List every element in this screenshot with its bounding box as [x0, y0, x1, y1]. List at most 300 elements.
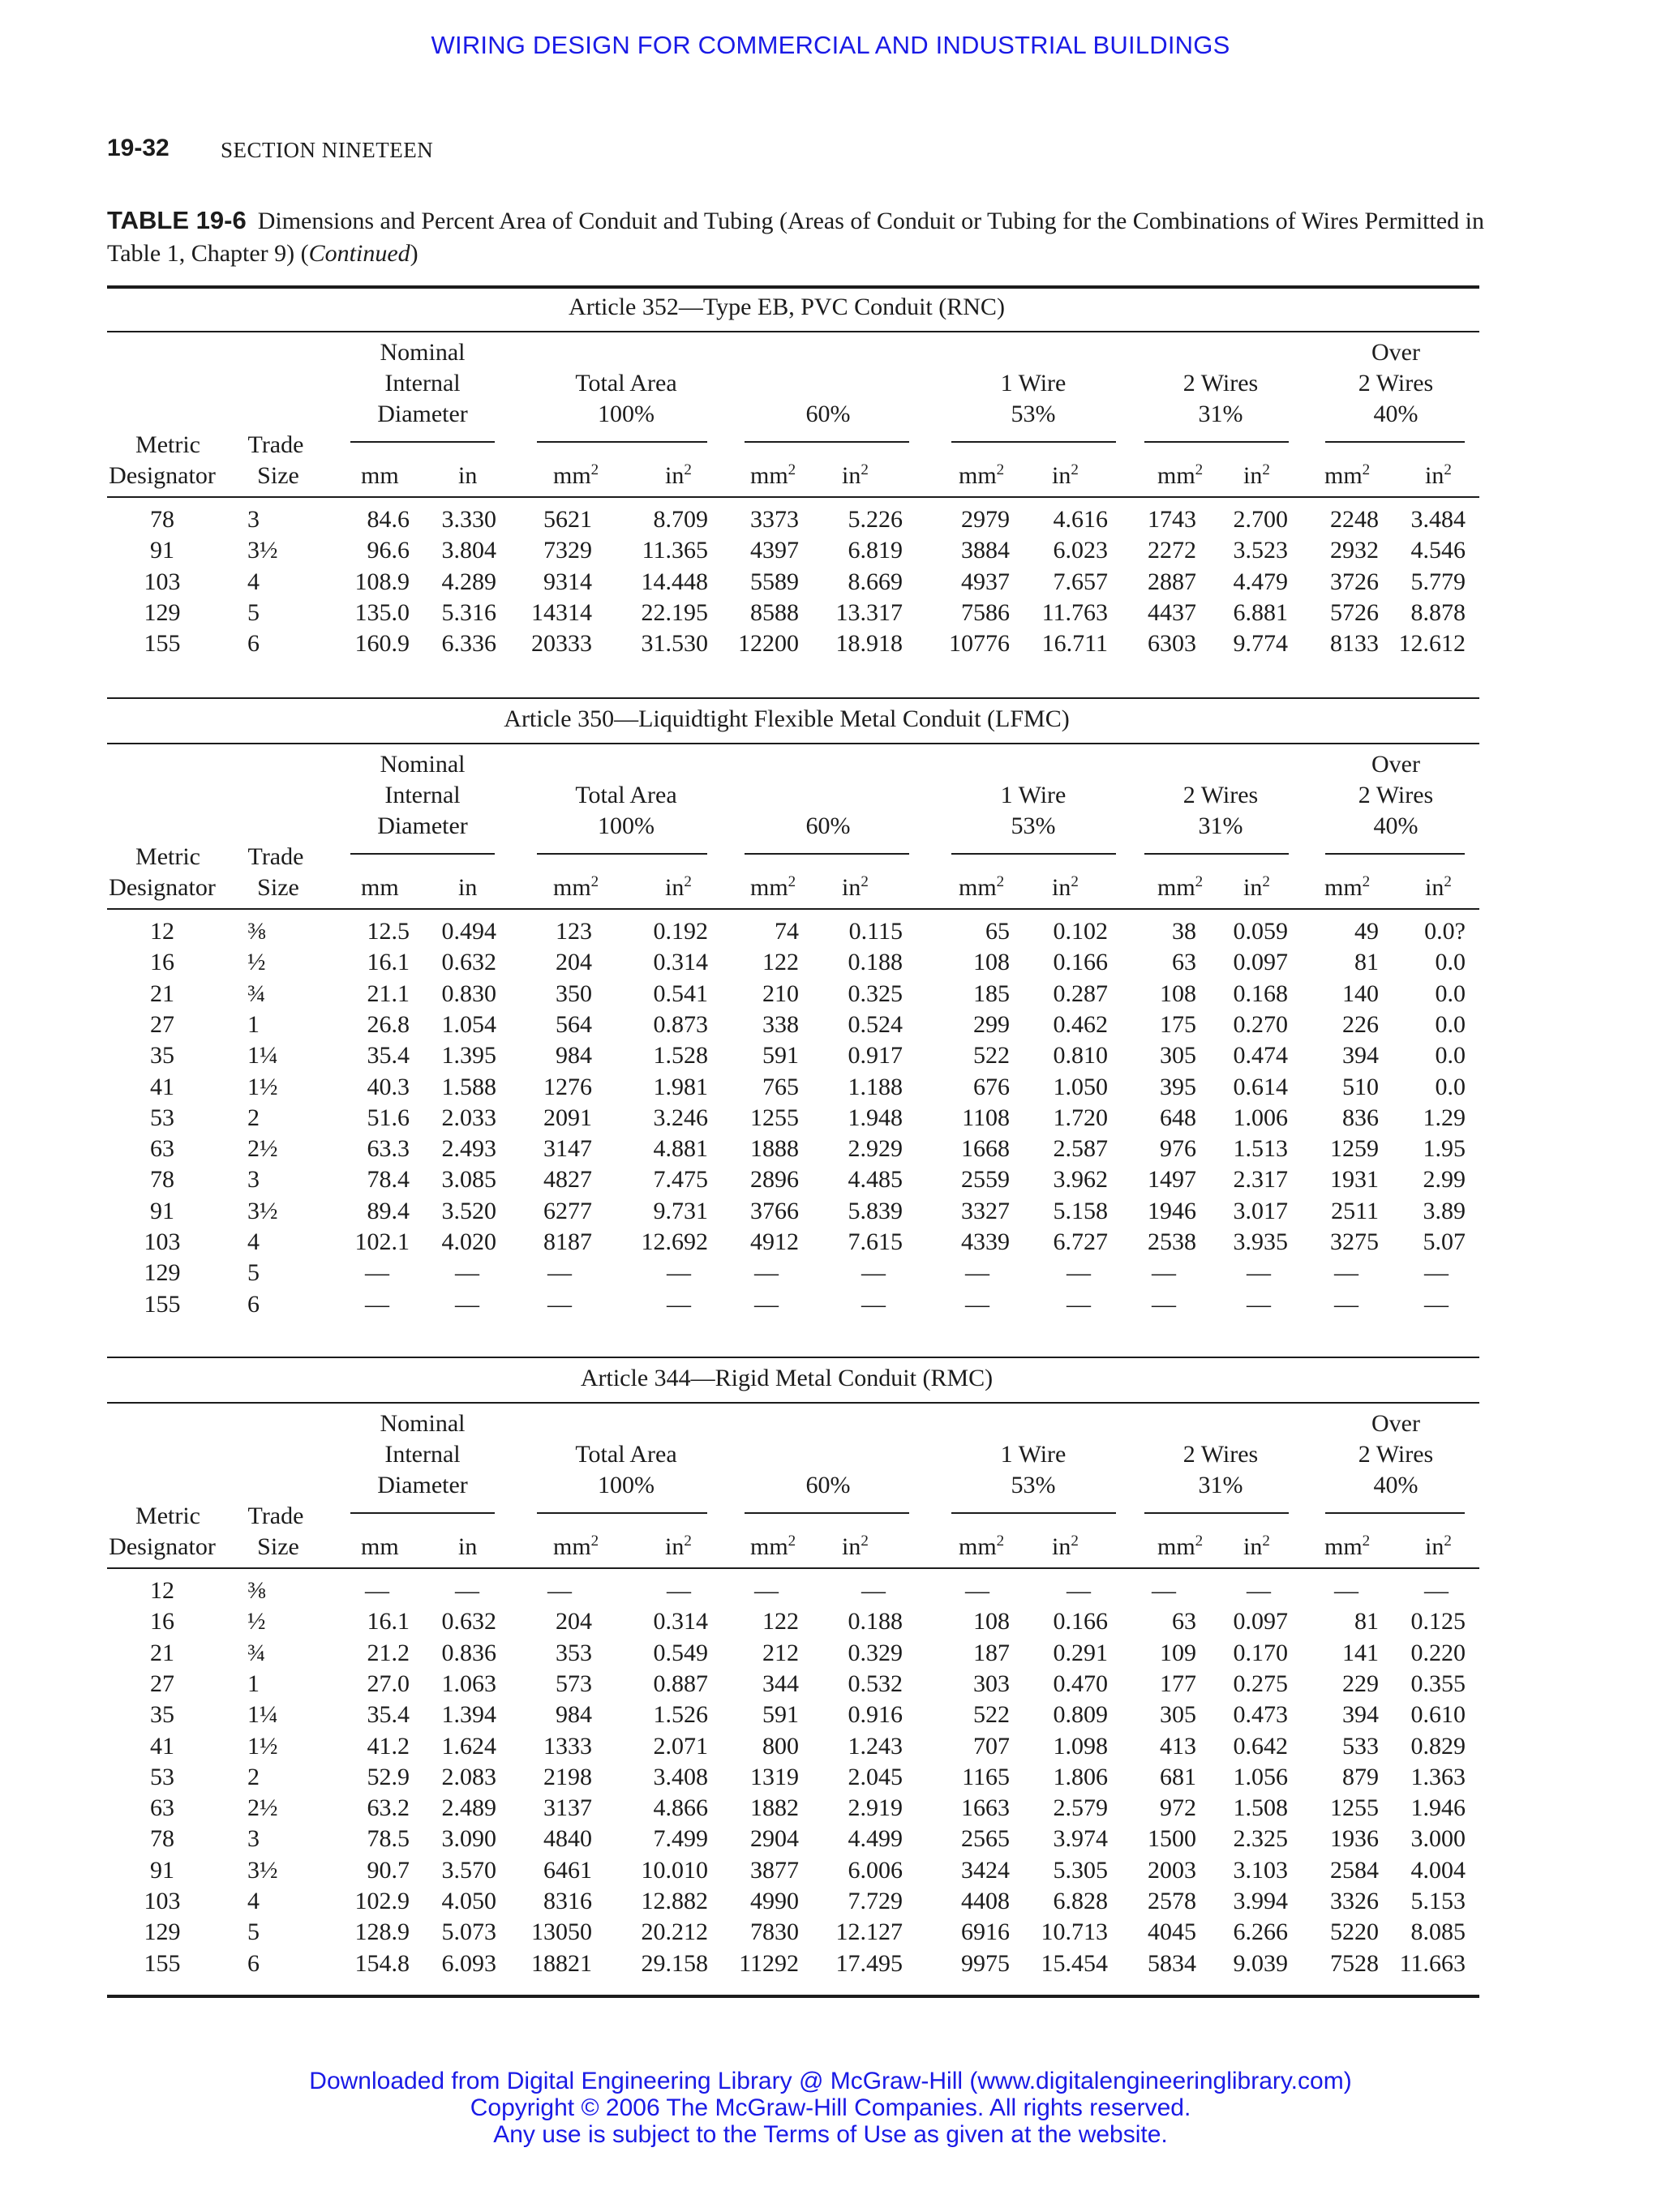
table-cell: 3.974	[1053, 1825, 1108, 1853]
table-cell: 2887	[1148, 568, 1196, 595]
table-cell: ½	[247, 1608, 266, 1635]
table-cell: 0.473	[1233, 1701, 1288, 1729]
table-cell: 129	[144, 1918, 181, 1946]
table-cell: 2.317	[1233, 1166, 1288, 1194]
table-cell: 13.317	[835, 598, 903, 626]
table-cell: —	[1334, 1577, 1358, 1604]
table-cell: 3137	[543, 1794, 592, 1822]
header-two-wires: 2 Wires 31%	[1182, 782, 1259, 839]
table-cell: 13050	[531, 1918, 592, 1946]
header-over-two-wires: Over 2 Wires 40%	[1358, 1410, 1434, 1498]
unit-sixty-mm2-superscript: 2	[788, 873, 796, 890]
table-cell: 0.097	[1233, 949, 1288, 976]
table-cell: 4.546	[1410, 537, 1466, 564]
unit-one-wire-in2	[1052, 461, 1079, 491]
table-cell: 3766	[750, 1197, 799, 1224]
table-cell: 26.8	[367, 1010, 410, 1038]
table-cell: 4.020	[441, 1228, 496, 1255]
table-cell: 3	[247, 506, 260, 533]
table-cell: 15.454	[1041, 1949, 1108, 1977]
table-cell: 1319	[750, 1763, 799, 1790]
table-cell: 5.158	[1053, 1197, 1108, 1224]
table-cell: 1882	[750, 1794, 799, 1822]
header-one-wire: 1 Wire 53%	[1000, 1441, 1067, 1498]
table-cell: 3726	[1330, 568, 1379, 595]
table-cell: 836	[1342, 1104, 1379, 1131]
table-cell: 395	[1160, 1073, 1196, 1100]
table-cell: —	[965, 1290, 989, 1318]
table-cell: 1.588	[441, 1073, 496, 1100]
table-cell: —	[547, 1259, 572, 1287]
table-cell: 0.275	[1233, 1670, 1288, 1697]
table-cell: 4.616	[1053, 506, 1108, 533]
table-cell: 122	[762, 949, 799, 976]
table-cell: 0.325	[848, 980, 903, 1007]
table-cell: 3½	[247, 1197, 278, 1224]
table-cell: 3326	[1330, 1888, 1379, 1914]
table-cell: 135.0	[354, 598, 410, 626]
table-cell: 6.266	[1233, 1918, 1288, 1946]
table-cell: 12.612	[1398, 630, 1466, 658]
unit-mm: mm	[361, 462, 399, 489]
table-cell: 140	[1342, 980, 1379, 1007]
table-cell: 27.0	[367, 1670, 410, 1697]
table-cell: 522	[973, 1042, 1010, 1070]
table-cell: 4.050	[441, 1888, 496, 1914]
table-cell: 2003	[1148, 1856, 1196, 1884]
table-cell: 533	[1342, 1732, 1379, 1760]
table-cell: 3.090	[441, 1825, 496, 1853]
table-cell: 0.0	[1435, 949, 1466, 976]
table-caption	[107, 204, 1486, 270]
table-cell: 91	[150, 1856, 174, 1884]
unit-one-wire-in2-superscript: 2	[1071, 1533, 1079, 1550]
unit-two-wires-in2-text: in	[1243, 1533, 1263, 1560]
table-cell: 3.935	[1233, 1228, 1288, 1255]
unit-one-wire-in2	[1052, 872, 1079, 903]
table-cell: 21.2	[367, 1639, 410, 1666]
table-cell: 648	[1160, 1104, 1196, 1131]
total-area-underline	[537, 853, 707, 855]
table-cell: 35	[150, 1042, 174, 1070]
table-cell: ¾	[247, 1639, 266, 1666]
table-cell: —	[455, 1290, 479, 1318]
table-cell: 1.508	[1233, 1794, 1288, 1822]
header-metric: Metric	[135, 431, 200, 458]
unit-sixty-mm2	[750, 872, 796, 903]
unit-one-wire-mm2-superscript: 2	[996, 461, 1005, 478]
header-one-wire: 1 Wire 53%	[1000, 782, 1067, 839]
table-cell: —	[754, 1259, 779, 1287]
table-cell: 20.212	[641, 1918, 708, 1946]
unit-sixty-in2-superscript: 2	[861, 461, 869, 478]
table-cell: —	[1152, 1577, 1176, 1604]
table-cell: 0.642	[1233, 1732, 1288, 1760]
unit-one-wire-mm2-text: mm	[959, 1533, 997, 1560]
table-cell: 2.045	[848, 1763, 903, 1790]
one-wire-underline	[951, 1512, 1116, 1514]
table-cell: 0.810	[1053, 1042, 1108, 1070]
table-cell: —	[1424, 1259, 1449, 1287]
header-total-area: Total Area 100%	[575, 782, 677, 839]
table-cell: 1888	[750, 1135, 799, 1163]
table-cell: 1.098	[1053, 1732, 1108, 1760]
table-cell: 0.314	[653, 949, 708, 976]
table-cell: 9.039	[1233, 1949, 1288, 1977]
table-cell: 63	[1172, 949, 1196, 976]
nominal-underline	[350, 853, 495, 855]
table-cell: 1936	[1330, 1825, 1379, 1853]
table-cell: —	[861, 1290, 886, 1318]
table-cell: ¾	[247, 980, 266, 1007]
unit-two-wires-mm2	[1157, 1532, 1203, 1563]
table-cell: 879	[1342, 1763, 1379, 1790]
table-cell: 707	[973, 1732, 1010, 1760]
table-cell: 38	[1172, 918, 1196, 945]
sixty-underline	[745, 441, 909, 443]
table-cell: 65	[985, 918, 1010, 945]
table-cell: 1¼	[247, 1042, 278, 1070]
unit-total-mm2-superscript: 2	[590, 873, 599, 890]
table-cell: 1.526	[653, 1701, 708, 1729]
table-cell: 78	[150, 1166, 174, 1194]
unit-total-in2-text: in	[665, 1533, 685, 1560]
table-cell: 5621	[543, 506, 592, 533]
section-1-top-rule	[107, 285, 1479, 289]
table-cell: 78	[150, 506, 174, 533]
table-cell: 21	[150, 1639, 174, 1666]
unit-in: in	[458, 462, 478, 489]
table-cell: 1255	[750, 1104, 799, 1131]
table-cell: 0.059	[1233, 918, 1288, 945]
table-cell: 3327	[961, 1197, 1010, 1224]
table-cell: 2½	[247, 1135, 278, 1163]
unit-one-wire-in2-text: in	[1052, 874, 1071, 901]
table-cell: 4.881	[653, 1135, 708, 1163]
table-cell: 16	[150, 949, 174, 976]
table-cell: 91	[150, 537, 174, 564]
unit-over-mm2-text: mm	[1324, 874, 1363, 901]
table-cell: 5834	[1148, 1949, 1196, 1977]
unit-one-wire-mm2-text: mm	[959, 462, 997, 489]
table-cell: 1663	[961, 1794, 1010, 1822]
table-cell: —	[1067, 1290, 1091, 1318]
header-trade: Trade	[247, 1503, 304, 1529]
table-cell: 6	[247, 630, 260, 658]
unit-over-mm2-text: mm	[1324, 462, 1363, 489]
table-cell: —	[667, 1290, 691, 1318]
section-name: SECTION NINETEEN	[221, 138, 434, 162]
table-cell: 4437	[1148, 598, 1196, 626]
one-wire-underline	[951, 853, 1116, 855]
table-cell: 5.316	[441, 598, 496, 626]
table-cell: 4990	[750, 1888, 799, 1914]
table-cell: 1.243	[848, 1732, 903, 1760]
table-cell: 90.7	[367, 1856, 410, 1884]
table-cell: —	[365, 1259, 389, 1287]
table-cell: 17.495	[835, 1949, 903, 1977]
unit-sixty-mm2	[750, 461, 796, 491]
table-cell: 0.188	[848, 949, 903, 976]
table-cell: 0.494	[441, 918, 496, 945]
table-cell: 2	[247, 1104, 260, 1131]
table-cell: 3275	[1330, 1228, 1379, 1255]
table-cell: 51.6	[367, 1104, 410, 1131]
unit-two-wires-mm2-text: mm	[1157, 874, 1195, 901]
footer	[0, 2068, 1661, 2148]
table-cell: 3.246	[653, 1104, 708, 1131]
table-cell: 3.523	[1233, 537, 1288, 564]
table-cell: 8133	[1330, 630, 1379, 658]
table-cell: 3.330	[441, 506, 496, 533]
table-cell: 103	[144, 1228, 181, 1255]
header-metric: Metric	[135, 843, 200, 870]
table-label: TABLE 19-6	[107, 206, 247, 234]
table-cell: 0.610	[1410, 1701, 1466, 1729]
table-cell: 1500	[1148, 1825, 1196, 1853]
unit-over-mm2	[1324, 1532, 1370, 1563]
table-cell: 7830	[750, 1918, 799, 1946]
section-1-title: Article 352—Type EB, PVC Conduit (RNC)	[569, 294, 1005, 320]
unit-two-wires-mm2-text: mm	[1157, 1533, 1195, 1560]
table-cell: 3.520	[441, 1197, 496, 1224]
unit-sixty-in2-superscript: 2	[861, 1533, 869, 1550]
over-two-underline	[1325, 1512, 1465, 1514]
unit-two-wires-mm2	[1157, 872, 1203, 903]
unit-over-mm2-superscript: 2	[1362, 461, 1371, 478]
table-cell: 4937	[961, 568, 1010, 595]
unit-total-mm2-text: mm	[553, 1533, 591, 1560]
table-cell: 2538	[1148, 1228, 1196, 1255]
table-cell: 2.99	[1423, 1166, 1466, 1194]
table-cell: 63.3	[367, 1135, 410, 1163]
table-cell: 6.881	[1233, 598, 1288, 626]
table-cell: 84.6	[367, 506, 410, 533]
unit-over-mm2	[1324, 872, 1370, 903]
unit-two-wires-in2-text: in	[1243, 874, 1263, 901]
table-cell: —	[455, 1259, 479, 1287]
table-cell: 129	[144, 1259, 181, 1287]
table-cell: 9314	[543, 568, 592, 595]
page-number: 19-32	[107, 135, 170, 161]
header-total-area: Total Area 100%	[575, 1441, 677, 1498]
table-cell: 2896	[750, 1166, 799, 1194]
table-cell: 6916	[961, 1918, 1010, 1946]
table-cell: 5589	[750, 568, 799, 595]
table-cell: 573	[556, 1670, 592, 1697]
table-cell: 3.570	[441, 1856, 496, 1884]
table-cell: 53	[150, 1763, 174, 1790]
table-cell: 0.192	[653, 918, 708, 945]
nominal-underline	[350, 1512, 495, 1514]
table-cell: 229	[1342, 1670, 1379, 1697]
table-cell: 1108	[962, 1104, 1010, 1131]
table-cell: 1946	[1148, 1197, 1196, 1224]
two-wires-underline	[1144, 853, 1289, 855]
unit-over-in2-superscript: 2	[1444, 873, 1452, 890]
table-cell: 353	[556, 1639, 592, 1666]
unit-two-wires-in2-superscript: 2	[1262, 1533, 1270, 1550]
table-cell: 4045	[1148, 1918, 1196, 1946]
sixty-underline	[745, 853, 909, 855]
header-one-wire: 1 Wire 53%	[1000, 370, 1067, 427]
table-cell: 0.329	[848, 1639, 903, 1666]
unit-total-in2-superscript: 2	[684, 873, 692, 890]
table-cell: 2.489	[441, 1794, 496, 1822]
table-cell: 6303	[1148, 630, 1196, 658]
table-cell: 0.474	[1233, 1042, 1288, 1070]
table-cell: 185	[973, 980, 1010, 1007]
table-cell: 20333	[531, 630, 592, 658]
unit-over-in2-superscript: 2	[1444, 461, 1452, 478]
table-cell: 976	[1160, 1135, 1196, 1163]
unit-one-wire-in2-text: in	[1052, 462, 1071, 489]
table-cell: 81	[1354, 1608, 1379, 1635]
table-cell: 1¼	[247, 1701, 278, 1729]
table-cell: 2091	[543, 1104, 592, 1131]
table-cell: 0.0	[1435, 1073, 1466, 1100]
table-cell: 0.632	[441, 1608, 496, 1635]
table-cell: 3½	[247, 1856, 278, 1884]
unit-mm: mm	[361, 1533, 399, 1560]
table-cell: 4.866	[653, 1794, 708, 1822]
table-cell: 8.669	[848, 568, 903, 595]
nominal-underline	[350, 441, 495, 443]
header-over-two-wires: Over 2 Wires 40%	[1358, 751, 1434, 839]
header-designator: Designator	[109, 874, 216, 901]
table-cell: 5.779	[1410, 568, 1466, 595]
table-cell: 2.325	[1233, 1825, 1288, 1853]
header-sixty-percent: 60%	[805, 401, 851, 427]
table-cell: 0.0	[1435, 1010, 1466, 1038]
table-cell: 8.709	[653, 506, 708, 533]
unit-mm: mm	[361, 874, 399, 901]
table-cell: 3½	[247, 537, 278, 564]
table-cell: 2511	[1331, 1197, 1379, 1224]
table-cell: 35.4	[367, 1042, 410, 1070]
table-cell: 1743	[1148, 506, 1196, 533]
table-cell: 1.528	[653, 1042, 708, 1070]
table-cell: 102.1	[354, 1228, 410, 1255]
table-cell: 0.0	[1435, 980, 1466, 1007]
table-cell: 0.917	[848, 1042, 903, 1070]
header-trade: Trade	[247, 431, 304, 458]
one-wire-underline	[951, 441, 1116, 443]
unit-sixty-in2-superscript: 2	[861, 873, 869, 890]
table-cell: —	[365, 1577, 389, 1604]
unit-sixty-mm2	[750, 1532, 796, 1563]
table-cell: 53	[150, 1104, 174, 1131]
unit-over-mm2-text: mm	[1324, 1533, 1363, 1560]
unit-total-mm2-superscript: 2	[590, 1533, 599, 1550]
table-cell: 2584	[1330, 1856, 1379, 1884]
table-cell: —	[1424, 1290, 1449, 1318]
table-cell: —	[547, 1290, 572, 1318]
header-size: Size	[257, 462, 299, 489]
table-cell: 12	[150, 1577, 174, 1604]
table-cell: —	[1424, 1577, 1449, 1604]
table-cell: 800	[762, 1732, 799, 1760]
table-cell: 4339	[961, 1228, 1010, 1255]
table-cell: 1.006	[1233, 1104, 1288, 1131]
table-cell: ⅜	[247, 918, 266, 945]
header-metric: Metric	[135, 1503, 200, 1529]
caption-text: Dimensions and Percent Area of Conduit and Tubing (Areas of Conduit or Tubing for the Combinations of Wires Permitted in Table 1, Chapter 9) (	[107, 208, 1484, 267]
table-cell: 16.1	[367, 949, 410, 976]
table-cell: 2198	[543, 1763, 592, 1790]
unit-sixty-in2-text: in	[842, 462, 861, 489]
table-cell: 2.493	[441, 1135, 496, 1163]
table-cell: 3884	[961, 537, 1010, 564]
table-cell: —	[667, 1259, 691, 1287]
table-cell: 204	[556, 1608, 592, 1635]
table-cell: 63	[150, 1135, 174, 1163]
unit-total-mm2	[553, 1532, 599, 1563]
table-cell: 4.289	[441, 568, 496, 595]
table-cell: 4	[247, 1228, 260, 1255]
total-area-underline	[537, 441, 707, 443]
table-cell: 765	[762, 1073, 799, 1100]
table-cell: 3	[247, 1825, 260, 1853]
table-cell: 21.1	[367, 980, 410, 1007]
table-cell: 0.614	[1233, 1073, 1288, 1100]
header-two-wires: 2 Wires 31%	[1182, 1441, 1259, 1498]
table-cell: 12	[150, 918, 174, 945]
table-cell: 0.470	[1053, 1670, 1108, 1697]
table-cell: 1165	[962, 1763, 1010, 1790]
table-cell: 78.4	[367, 1166, 410, 1194]
table-cell: 1.981	[653, 1073, 708, 1100]
table-cell: 6.828	[1053, 1888, 1108, 1914]
table-cell: —	[1247, 1577, 1271, 1604]
table-cell: 0.916	[848, 1701, 903, 1729]
unit-total-in2-superscript: 2	[684, 1533, 692, 1550]
table-cell: 394	[1342, 1042, 1379, 1070]
table-cell: —	[1247, 1259, 1271, 1287]
unit-over-in2	[1425, 872, 1452, 903]
table-cell: 8588	[750, 598, 799, 626]
table-cell: 2248	[1330, 506, 1379, 533]
table-cell: 0.287	[1053, 980, 1108, 1007]
table-cell: 4.499	[848, 1825, 903, 1853]
table-cell: 6461	[543, 1856, 592, 1884]
table-cell: 4.479	[1233, 568, 1288, 595]
unit-two-wires-mm2-superscript: 2	[1195, 1533, 1204, 1550]
unit-over-mm2-superscript: 2	[1362, 1533, 1371, 1550]
table-cell: 305	[1160, 1701, 1196, 1729]
table-cell: 5.226	[848, 506, 903, 533]
table-cell: —	[365, 1290, 389, 1318]
table-cell: 0.291	[1053, 1639, 1108, 1666]
table-cell: 7.499	[653, 1825, 708, 1853]
table-cell: 6	[247, 1290, 260, 1318]
table-cell: 0.102	[1053, 918, 1108, 945]
table-cell: 3424	[961, 1856, 1010, 1884]
table-cell: 3.408	[653, 1763, 708, 1790]
table-cell: 2932	[1330, 537, 1379, 564]
table-cell: 6.093	[441, 1949, 496, 1977]
header-size: Size	[257, 1533, 299, 1560]
table-cell: 155	[144, 1290, 181, 1318]
table-bottom-rule	[107, 1995, 1479, 1998]
table-cell: 9.731	[653, 1197, 708, 1224]
table-cell: 5	[247, 1259, 260, 1287]
table-cell: —	[1152, 1259, 1176, 1287]
unit-sixty-in2-text: in	[842, 1533, 861, 1560]
table-cell: 35.4	[367, 1701, 410, 1729]
section-2-title-rule	[107, 743, 1479, 744]
table-cell: 141	[1342, 1639, 1379, 1666]
